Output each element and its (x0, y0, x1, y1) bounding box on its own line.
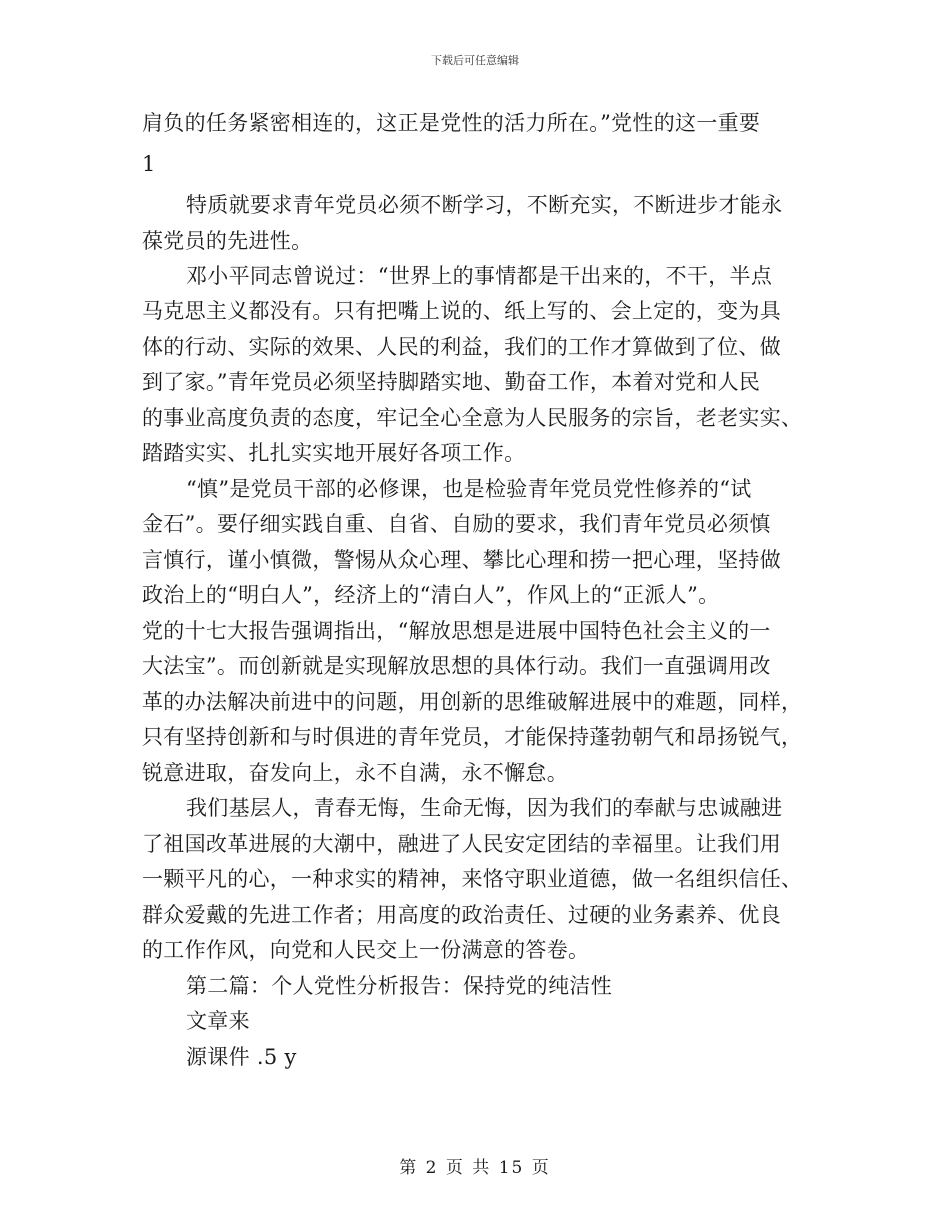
text-line: 特质就要求青年党员必须不断学习，不断充实，不断进步才能永 (186, 193, 783, 217)
page-number-inline: 1 (142, 152, 156, 176)
text-line: 革的办法解决前进中的问题，用创新的思维破解进展中的难题，同样， (142, 690, 803, 714)
text-line: 政治上的“明白人”，经济上的“清白人”，作风上的“正派人”。 (142, 583, 720, 607)
text-line: 文章来 (186, 1009, 250, 1033)
text-line: 体的行动、实际的效果、人民的利益，我们的工作才算做到了位、做 (142, 335, 781, 359)
text-line: 邓小平同志曾说过：“世界上的事情都是干出来的，不干，半点 (186, 264, 773, 288)
text-line: 了祖国改革进展的大潮中，融进了人民安定团结的幸福里。让我们用 (142, 832, 781, 856)
text-line: 我们基层人，青春无悔，生命无悔，因为我们的奉献与忠诚融进 (186, 796, 783, 820)
text-line: 锐意进取，奋发向上，永不自满，永不懈怠。 (142, 761, 568, 785)
page-footer: 第 2 页 共 15 页 (399, 1158, 551, 1178)
text-line: 大法宝”。而创新就是实现解放思想的具体行动。我们一直强调用改 (142, 654, 771, 678)
text-line: 葆党员的先进性。 (142, 229, 313, 253)
text-line: “慎”是党员干部的必修课，也是检验青年党员党性修养的“试 (186, 477, 752, 501)
text-line: 党的十七大报告强调指出，“解放思想是进展中国特色社会主义的一 (142, 619, 771, 643)
text-line: 言慎行，谨小慎微，警惕从众心理、攀比心理和捞一把心理，坚持做 (142, 548, 781, 572)
text-line: 的工作作风，向党和人民交上一份满意的答卷。 (142, 938, 590, 962)
text-line: 只有坚持创新和与时俱进的青年党员，才能保持蓬勃朝气和昂扬锐气， (142, 725, 803, 749)
text-line: 一颗平凡的心，一种求实的精神，来恪守职业道德，做一名组织信任、 (142, 867, 803, 891)
text-line: 群众爱戴的先进工作者；用高度的政治责任、过硬的业务素养、优良 (142, 903, 781, 927)
text-line: 的事业高度负责的态度，牢记全心全意为人民服务的宗旨，老老实实、 (142, 406, 803, 430)
text-line: 肩负的任务紧密相连的，这正是党性的活力所在。”党性的这一重要 (142, 111, 761, 135)
text-line: 马克思主义都没有。只有把嘴上说的、纸上写的、会上定的，变为具 (142, 299, 781, 323)
text-line: 踏踏实实、扎扎实实地开展好各项工作。 (142, 441, 526, 465)
text-line: 到了家。”青年党员必须坚持脚踏实地、勤奋工作，本着对党和人民 (142, 370, 761, 394)
section-heading: 第二篇：个人党性分析报告：保持党的纯洁性 (186, 974, 612, 998)
text-line: 源课件 .5 y (186, 1045, 297, 1069)
page-header: 下载后可任意编辑 (431, 54, 519, 67)
text-line: 金石”。要仔细实践自重、自省、自励的要求，我们青年党员必须慎 (142, 512, 771, 536)
